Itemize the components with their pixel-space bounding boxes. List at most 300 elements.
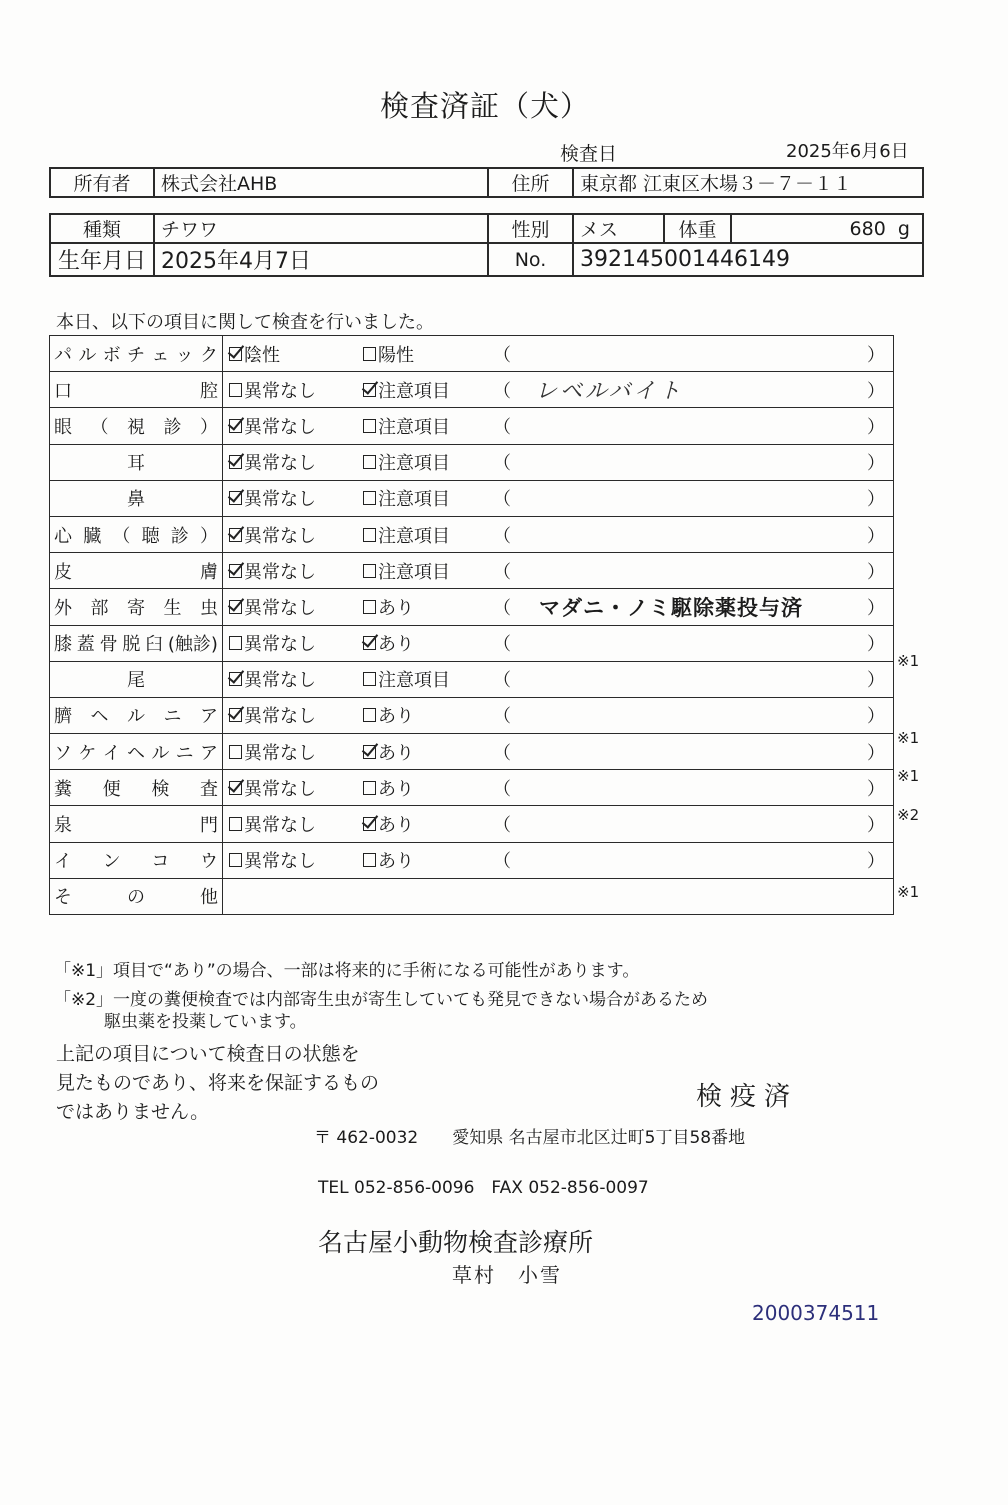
item-label-cell xyxy=(50,625,223,661)
clinic-address: 〒 462-0032 愛知県 名古屋市北区辻町5丁目58番地 xyxy=(314,1128,746,1148)
item-label xyxy=(54,413,218,439)
paren-open: （ xyxy=(493,815,511,837)
item-label xyxy=(54,558,218,584)
inspection-table xyxy=(49,335,894,915)
checkbox-option[interactable] xyxy=(363,594,493,620)
checkbox-option[interactable] xyxy=(223,847,363,873)
birth-label: 生年月日 xyxy=(50,243,154,276)
paren-close: ） xyxy=(867,380,885,402)
inspection-row xyxy=(50,516,894,552)
item-label-char: ） xyxy=(200,416,218,438)
paren-open: （ xyxy=(493,489,511,511)
disclaimer xyxy=(56,1040,379,1127)
item-label-char: チ xyxy=(126,344,145,366)
checkbox-label: 注意項目 xyxy=(378,416,450,438)
item-label-char: 泉 xyxy=(54,815,72,837)
checked-box-icon[interactable] xyxy=(229,491,242,505)
owner-value: 株式会社AHB xyxy=(154,168,488,197)
note-parentheses xyxy=(493,592,893,622)
note-parentheses xyxy=(493,413,893,439)
checkbox-option[interactable] xyxy=(363,485,493,511)
item-label-cell xyxy=(50,806,223,842)
paren-open: （ xyxy=(493,597,511,619)
paren-open: （ xyxy=(493,416,511,438)
item-result-cell xyxy=(223,553,894,589)
checkbox-icon[interactable] xyxy=(363,853,376,867)
checkbox-label: 注意項目 xyxy=(378,380,450,402)
item-label-char: ケ xyxy=(78,742,97,764)
inspection-row xyxy=(50,553,894,589)
birth-value: 2025年4月7日 xyxy=(154,243,488,276)
checkbox-option[interactable] xyxy=(363,413,493,439)
item-label xyxy=(54,630,218,656)
checkbox-option[interactable] xyxy=(363,630,493,656)
paren-close: ） xyxy=(867,453,885,475)
sex-value: メス xyxy=(573,214,664,243)
item-label-char: ッ xyxy=(175,344,194,366)
paren-close: ） xyxy=(867,344,885,366)
checkbox-icon[interactable] xyxy=(229,853,242,867)
inspection-row xyxy=(50,625,894,661)
note-parentheses xyxy=(493,374,893,405)
inspection-row xyxy=(50,770,894,806)
checkbox-label: 異常なし xyxy=(244,380,316,402)
item-label-char: ボ xyxy=(102,344,121,366)
checkbox-label: 注意項目 xyxy=(378,561,450,583)
item-result-cell xyxy=(223,842,894,878)
item-label-char: 生 xyxy=(163,597,182,619)
disclaimer-line: 見たものであり、将来を保証するもの xyxy=(56,1072,380,1094)
checkbox-option[interactable] xyxy=(363,775,493,801)
paren-close: ） xyxy=(867,634,885,656)
checkbox-option[interactable] xyxy=(363,377,493,403)
checkbox-option[interactable] xyxy=(363,522,493,548)
checked-box-icon[interactable] xyxy=(363,745,376,759)
footnote-mark: ※1 xyxy=(897,767,920,786)
checkbox-icon[interactable] xyxy=(363,491,376,505)
checkbox-label: あり xyxy=(378,815,414,837)
checkbox-icon[interactable] xyxy=(363,564,376,578)
document-title: 検査済証（犬） xyxy=(379,89,590,123)
owner-table xyxy=(49,167,924,198)
item-label-cell xyxy=(50,770,223,806)
checkbox-label: 異常なし xyxy=(244,851,316,873)
item-label-char: 尾 xyxy=(127,670,145,692)
item-result-cell xyxy=(223,806,894,842)
item-label-char: ニ xyxy=(163,706,182,728)
paren-close: ） xyxy=(867,416,885,438)
item-label-char: 膚 xyxy=(200,561,218,583)
weight-label: 体重 xyxy=(664,214,731,243)
item-label-char: 聴 xyxy=(141,525,160,547)
item-label-char: ア xyxy=(199,742,218,764)
note-parentheses xyxy=(493,775,893,801)
item-label xyxy=(54,594,218,620)
paren-close: ） xyxy=(867,597,885,619)
item-label xyxy=(54,449,218,475)
inspection-row xyxy=(50,589,894,625)
item-label-char: イ xyxy=(54,851,72,873)
checked-box-icon[interactable] xyxy=(229,347,242,361)
item-label-char: 耳 xyxy=(127,453,145,475)
checkbox-option[interactable] xyxy=(223,341,363,367)
item-label-char: 虫 xyxy=(200,597,218,619)
footnote-mark: ※1 xyxy=(897,882,920,901)
item-label-char: （ xyxy=(90,416,109,438)
item-label-char: ） xyxy=(199,525,218,547)
item-label-cell xyxy=(50,697,223,733)
inspection-row xyxy=(50,806,894,842)
paren-close: ） xyxy=(867,525,885,547)
paren-open: （ xyxy=(493,778,511,800)
item-label-char: （ xyxy=(112,525,131,547)
checkbox-icon[interactable] xyxy=(363,528,376,542)
no-value: 392145001446149 xyxy=(573,243,923,276)
footnote-2-line2: 駆虫薬を投薬しています。 xyxy=(104,1012,307,1032)
inspection-row xyxy=(50,444,894,480)
disclaimer-line: ではありません。 xyxy=(56,1101,210,1123)
checked-box-icon[interactable] xyxy=(229,600,242,614)
item-label-char: ヘ xyxy=(126,742,145,764)
item-label-char: 便 xyxy=(102,778,121,800)
note-parentheses xyxy=(493,702,893,728)
paren-open: （ xyxy=(493,344,511,366)
item-label-char: の xyxy=(127,887,145,909)
footnote-mark: ※2 xyxy=(897,805,920,824)
item-label-char: 鼻 xyxy=(127,489,145,511)
item-label-char: ア xyxy=(200,706,218,728)
item-label xyxy=(54,522,218,548)
checked-box-icon[interactable] xyxy=(229,781,242,795)
item-result-cell xyxy=(223,444,894,480)
item-result-cell xyxy=(223,516,894,552)
item-label-char: (触診) xyxy=(167,634,218,656)
item-label-cell xyxy=(50,372,223,408)
item-result-cell xyxy=(223,661,894,697)
checkbox-option[interactable] xyxy=(363,739,493,765)
inspection-row xyxy=(50,408,894,444)
item-label xyxy=(54,811,218,837)
checkbox-option[interactable] xyxy=(363,847,493,873)
checkbox-icon[interactable] xyxy=(363,347,376,361)
inspection-row xyxy=(50,878,894,914)
checkbox-label: 異常なし xyxy=(244,489,316,511)
paren-close: ） xyxy=(867,670,885,692)
checkbox-label: 異常なし xyxy=(244,815,316,837)
note-parentheses xyxy=(493,630,893,656)
checkbox-icon[interactable] xyxy=(363,781,376,795)
checkbox-option[interactable] xyxy=(363,666,493,692)
checkbox-option[interactable] xyxy=(223,485,363,511)
checkbox-option[interactable] xyxy=(223,702,363,728)
inspection-row xyxy=(50,697,894,733)
item-label-char: ウ xyxy=(199,851,218,873)
item-label-char: ニ xyxy=(175,742,194,764)
item-label-cell xyxy=(50,878,223,914)
owner-label: 所有者 xyxy=(50,168,154,197)
item-label xyxy=(54,883,218,909)
address-label: 住所 xyxy=(488,168,573,197)
checkbox-option[interactable] xyxy=(223,811,363,837)
inspection-row xyxy=(50,734,894,770)
checkbox-icon[interactable] xyxy=(363,600,376,614)
item-label-char: 心 xyxy=(54,525,72,547)
checkbox-label: 異常なし xyxy=(244,561,316,583)
item-label-char: ル xyxy=(127,706,145,728)
checkbox-label: あり xyxy=(378,706,414,728)
paren-open: （ xyxy=(493,525,511,547)
note-parentheses xyxy=(493,558,893,584)
inspection-row xyxy=(50,842,894,878)
item-label-char: 脱 xyxy=(122,634,141,656)
item-label-char: ル xyxy=(151,742,170,764)
checked-box-icon[interactable] xyxy=(363,817,376,831)
checkbox-option[interactable] xyxy=(223,775,363,801)
item-label-char: 腔 xyxy=(200,380,218,402)
checked-box-icon[interactable] xyxy=(363,383,376,397)
item-label-char: 臓 xyxy=(83,525,102,547)
item-result-cell xyxy=(223,372,894,408)
paren-open: （ xyxy=(493,561,511,583)
item-label-cell xyxy=(50,336,223,372)
item-label-cell xyxy=(50,480,223,516)
checked-box-icon[interactable] xyxy=(229,419,242,433)
note-parentheses xyxy=(493,847,893,873)
item-result-cell xyxy=(223,480,894,516)
checkbox-option[interactable] xyxy=(223,449,363,475)
checkbox-label: 異常なし xyxy=(244,742,316,764)
intro-text: 本日、以下の項目に関して検査を行いました。 xyxy=(56,312,434,333)
checkbox-label: あり xyxy=(378,851,414,873)
item-label-char: 検 xyxy=(151,778,170,800)
checkbox-label: あり xyxy=(378,634,414,656)
sex-label: 性別 xyxy=(488,214,573,243)
item-label-char: 膝 xyxy=(54,634,72,656)
checkbox-option[interactable] xyxy=(223,558,363,584)
checkbox-label: 注意項目 xyxy=(378,670,450,692)
item-label-char: 診 xyxy=(163,416,182,438)
footnote-mark: ※1 xyxy=(897,729,920,747)
item-label-char: パ xyxy=(54,344,72,366)
checked-box-icon[interactable] xyxy=(363,636,376,650)
item-label-char: 他 xyxy=(200,887,218,909)
checkbox-icon[interactable] xyxy=(229,636,242,650)
item-label-cell xyxy=(50,589,223,625)
item-label-char: 骨 xyxy=(99,634,118,656)
item-result-cell xyxy=(223,408,894,444)
paren-open: （ xyxy=(493,380,511,402)
checkbox-label: あり xyxy=(378,742,414,764)
item-result-cell xyxy=(223,625,894,661)
inspection-row xyxy=(50,372,894,408)
checkbox-label: 異常なし xyxy=(244,597,316,619)
pet-table xyxy=(49,213,924,277)
checkbox-icon[interactable] xyxy=(229,383,242,397)
checkbox-label: 注意項目 xyxy=(378,525,450,547)
quarantine-stamp: 検疫済 xyxy=(696,1082,799,1112)
weight-cell xyxy=(731,214,923,243)
checkbox-option[interactable] xyxy=(363,811,493,837)
checkbox-option[interactable] xyxy=(223,630,363,656)
no-label: No. xyxy=(488,243,573,276)
clinic-name: 名古屋小動物検査診療所 xyxy=(318,1228,594,1257)
item-label xyxy=(54,341,218,367)
vet-name: 草村 小雪 xyxy=(452,1263,562,1287)
checkbox-option[interactable] xyxy=(223,594,363,620)
paren-close: ） xyxy=(867,778,885,800)
item-label-char: 寄 xyxy=(127,597,145,619)
item-label-cell xyxy=(50,408,223,444)
checked-box-icon[interactable] xyxy=(229,528,242,542)
item-label-cell xyxy=(50,661,223,697)
paren-open: （ xyxy=(493,851,511,873)
item-note: マダニ・ノミ駆除薬投与済 xyxy=(539,595,803,620)
checkbox-label: 異常なし xyxy=(244,706,316,728)
item-label-char: 査 xyxy=(199,778,218,800)
inspection-row xyxy=(50,661,894,697)
checkbox-label: 異常なし xyxy=(244,634,316,656)
checkbox-icon[interactable] xyxy=(363,708,376,722)
note-parentheses xyxy=(493,739,893,765)
paren-close: ） xyxy=(867,815,885,837)
paren-close: ） xyxy=(867,489,885,511)
item-label-char: コ xyxy=(151,851,170,873)
item-note: レベルバイト xyxy=(535,379,684,405)
footnote-1: 「※1」項目で“あり”の場合、一部は将来的に手術になる可能性があります。 xyxy=(54,961,640,981)
item-label xyxy=(54,485,218,511)
item-label-char: 臍 xyxy=(54,706,72,728)
checkbox-label: 陰性 xyxy=(244,344,280,366)
checkbox-icon[interactable] xyxy=(363,419,376,433)
item-label xyxy=(54,666,218,692)
footnote-mark: ※1 xyxy=(897,652,920,671)
checkbox-label: あり xyxy=(378,597,414,619)
item-result-cell xyxy=(223,734,894,770)
item-result-cell xyxy=(223,878,894,914)
item-label xyxy=(54,702,218,728)
checkbox-icon[interactable] xyxy=(363,455,376,469)
weight-value: 680 xyxy=(849,217,886,240)
checkbox-option[interactable] xyxy=(363,558,493,584)
checked-box-icon[interactable] xyxy=(229,564,242,578)
checkbox-icon[interactable] xyxy=(229,745,242,759)
checkbox-label: 注意項目 xyxy=(378,489,450,511)
item-label-cell xyxy=(50,734,223,770)
paren-open: （ xyxy=(493,742,511,764)
checked-box-icon[interactable] xyxy=(229,672,242,686)
inspection-row xyxy=(50,336,894,372)
item-label-char: 臼 xyxy=(145,634,164,656)
item-label-char: ェ xyxy=(151,344,170,366)
clinic-phone: TEL 052-856-0096 FAX 052-856-0097 xyxy=(318,1178,649,1198)
checkbox-label: 異常なし xyxy=(244,525,316,547)
item-label-char: 眼 xyxy=(54,416,72,438)
checkbox-option[interactable] xyxy=(223,739,363,765)
item-label-char: ヘ xyxy=(90,706,109,728)
checkbox-option[interactable] xyxy=(223,377,363,403)
checkbox-option[interactable] xyxy=(223,522,363,548)
item-result-cell xyxy=(223,697,894,733)
item-label-char: 皮 xyxy=(54,561,72,583)
paren-open: （ xyxy=(493,453,511,475)
paren-close: ） xyxy=(867,851,885,873)
item-label-cell xyxy=(50,553,223,589)
item-label-char: ク xyxy=(199,344,218,366)
item-label-cell xyxy=(50,516,223,552)
checkbox-icon[interactable] xyxy=(229,817,242,831)
note-parentheses xyxy=(493,485,893,511)
item-label-cell xyxy=(50,842,223,878)
checkbox-option[interactable] xyxy=(363,341,493,367)
footnote-2-line1: 「※2」一度の糞便検査では内部寄生虫が寄生していても発見できない場合があるため xyxy=(54,990,709,1010)
disclaimer-line: 上記の項目について検査日の状態を xyxy=(56,1043,360,1065)
item-label-char: 糞 xyxy=(54,778,72,800)
checkbox-label: 異常なし xyxy=(244,778,316,800)
serial-number: 2000374511 xyxy=(752,1301,880,1325)
item-label-char: イ xyxy=(102,742,121,764)
paren-close: ） xyxy=(867,561,885,583)
item-label-char: ソ xyxy=(54,742,72,764)
paren-open: （ xyxy=(493,670,511,692)
note-parentheses xyxy=(493,811,893,837)
checked-box-icon[interactable] xyxy=(229,708,242,722)
checkbox-option[interactable] xyxy=(223,413,363,439)
item-label-char: 口 xyxy=(54,380,72,402)
item-result-cell xyxy=(223,336,894,372)
item-label-char: 部 xyxy=(90,597,109,619)
checkbox-option[interactable] xyxy=(363,702,493,728)
type-label: 種類 xyxy=(50,214,154,243)
checkbox-label: 注意項目 xyxy=(378,453,450,475)
note-parentheses xyxy=(493,666,893,692)
item-label-char: 外 xyxy=(54,597,72,619)
note-parentheses xyxy=(493,341,893,367)
item-label-char: ン xyxy=(102,851,121,873)
checkbox-label: あり xyxy=(378,778,414,800)
item-label-char: 視 xyxy=(127,416,145,438)
item-label-char: ル xyxy=(78,344,97,366)
paren-open: （ xyxy=(493,706,511,728)
weight-unit: g xyxy=(897,217,910,240)
checkbox-label: 陽性 xyxy=(378,344,414,366)
item-label-cell xyxy=(50,444,223,480)
checkbox-icon[interactable] xyxy=(363,672,376,686)
checkbox-label: 異常なし xyxy=(244,453,316,475)
note-parentheses xyxy=(493,522,893,548)
checkbox-label: 異常なし xyxy=(244,670,316,692)
paren-close: ） xyxy=(867,706,885,728)
checkbox-label: 異常なし xyxy=(244,416,316,438)
item-label-char: 門 xyxy=(200,815,218,837)
exam-date-label: 検査日 xyxy=(560,143,618,165)
item-label-char: 蓋 xyxy=(76,634,95,656)
paren-open: （ xyxy=(493,634,511,656)
checkbox-option[interactable] xyxy=(223,666,363,692)
address-value: 東京都 江東区木場３－７－１１ xyxy=(573,168,923,197)
checkbox-option[interactable] xyxy=(363,449,493,475)
item-result-cell xyxy=(223,589,894,625)
checked-box-icon[interactable] xyxy=(229,455,242,469)
note-parentheses xyxy=(493,449,893,475)
type-value: チワワ xyxy=(154,214,488,243)
item-label xyxy=(54,847,218,873)
item-result-cell xyxy=(223,770,894,806)
item-label-char: 診 xyxy=(170,525,189,547)
inspection-row xyxy=(50,480,894,516)
paren-close: ） xyxy=(867,742,885,764)
item-label-char: そ xyxy=(54,887,72,909)
item-label xyxy=(54,739,218,765)
